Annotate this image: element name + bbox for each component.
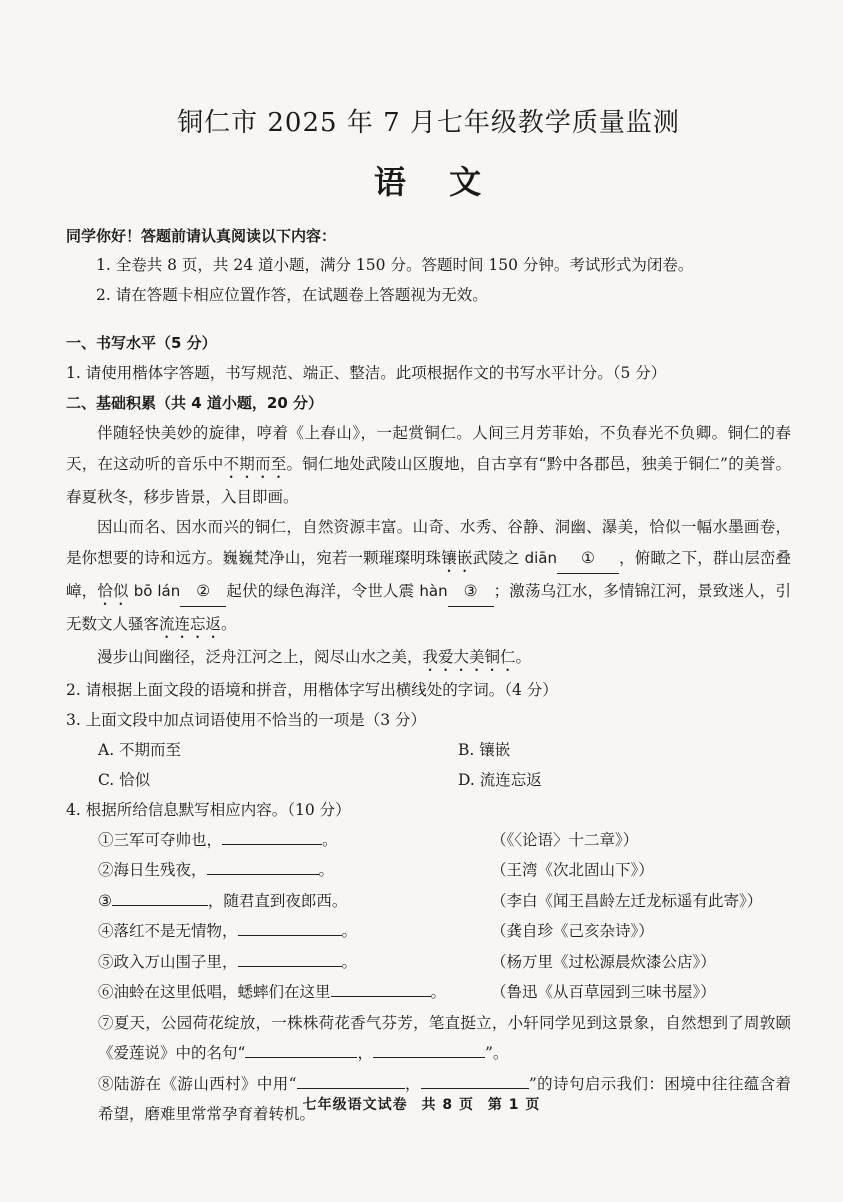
subject-char: 文 bbox=[449, 163, 484, 201]
recitation-item-8: ⑧陆游在《游山西村》中用“ ， ”的诗句启示我们：困境中往往蕴含着希望，磨难里常常孕育着转机。 bbox=[66, 1069, 791, 1130]
dotted-word: 不期而至 bbox=[223, 454, 287, 473]
pinyin: hàn bbox=[419, 581, 448, 600]
question-1: 1. 请使用楷体字答题，书写规范、端正、整洁。此项根据作文的书写水平计分。（5 分） bbox=[66, 364, 667, 382]
answer-blank bbox=[112, 889, 208, 906]
answer-blank bbox=[421, 1072, 529, 1089]
subject-char: 语 bbox=[373, 163, 408, 201]
answer-blank bbox=[245, 1041, 357, 1058]
dotted-word: 流连忘返 bbox=[159, 614, 222, 633]
answer-blank bbox=[207, 858, 319, 875]
pinyin: bō lán bbox=[133, 581, 181, 600]
poem-source: （《〈论语〉十二章》） bbox=[491, 830, 639, 849]
answer-blank bbox=[238, 919, 342, 936]
option-b: B. 镶嵌 bbox=[458, 740, 511, 759]
pinyin: diān bbox=[524, 548, 557, 567]
recitation-row: ⑤政入万山围子里， 。 （杨万里《过松源晨炊漆公店》） bbox=[66, 947, 791, 978]
section-1-heading: 一、书写水平（5 分） bbox=[66, 334, 217, 352]
footer-total-pages: 共 8 页 bbox=[421, 1097, 474, 1113]
passage-paragraph-2: 因山而名、因水而兴的铜仁，自然资源丰富。山奇、水秀、谷静、洞幽、瀑美，恰似一幅水墨画卷，是你想要的诗和远方。巍巍梵净山，宛若一颗璀璨明珠镶嵌武陵之 diān ① ，俯瞰之下，群山层峦叠嶂，恰似 bō lán ② 起伏的绿色海洋，令世人震 hàn ③ ；激荡乌江水，多情锦江河，景致迷人，引无数文人骚客流连忘返。 bbox=[66, 518, 791, 633]
passage-paragraph-3: 漫步山间幽径，泛舟江河之上，阅尽山水之美，我爱大美铜仁。 bbox=[97, 647, 532, 666]
option-c: C. 恰似 bbox=[98, 770, 151, 789]
option-a: A. 不期而至 bbox=[98, 740, 182, 759]
recitation-item-7: ⑦夏天，公园荷花绽放，一株株荷花香气芬芳，笔直挺立，小轩同学见到这景象，自然想到了周敦颐《爱莲说》中的名句“ ， ”。 bbox=[98, 1013, 791, 1062]
option-d: D. 流连忘返 bbox=[458, 770, 542, 789]
subject-title bbox=[66, 157, 791, 203]
notice-heading: 同学你好！答题前请认真阅读以下内容： bbox=[66, 227, 337, 245]
question-2: 2. 请根据上面文段的语境和拼音，用楷体字写出横线处的字词。（4 分） bbox=[66, 680, 558, 699]
answer-blank-3: ③ bbox=[448, 576, 494, 608]
recitation-row: ④落红不是无情物， 。 （龚自珍《己亥杂诗》） bbox=[66, 916, 791, 947]
notice-item: 2. 请在答题卡相应位置作答，在试题卷上答题视为无效。 bbox=[96, 286, 488, 304]
poem-source: （龚自珍《己亥杂诗》） bbox=[491, 922, 654, 940]
passage-paragraph-1: 伴随轻快美妙的旋律，哼着《上春山》，一起赏铜仁。人间三月芳菲始，不负春光不负卿。铜仁的春天，在这动听的音乐中不期而至。铜仁地处武陵山区腹地，自古享有“黔中各郡邑，独美于铜仁”的美誉。春夏秋冬，移步皆景，入目即画。 bbox=[66, 424, 791, 506]
recitation-row: ①三军可夺帅也， 。 （《〈论语〉十二章》） bbox=[66, 825, 791, 856]
exam-title: 铜仁市 2025 年 7 月七年级教学质量监测 bbox=[177, 108, 680, 138]
notice-item: 1. 全卷共 8 页，共 24 道小题，满分 150 分。答题时间 150 分钟。考试形式为闭卷。 bbox=[96, 256, 694, 274]
answer-blank bbox=[297, 1072, 405, 1089]
answer-blank-1: ① bbox=[557, 543, 619, 575]
dotted-word: 恰似 bbox=[97, 581, 129, 600]
dotted-word: 我爱大美铜仁 bbox=[422, 647, 516, 666]
recitation-row: ⑥油蛉在这里低唱，蟋蟀们在这里 。 （鲁迅《从百草园到三味书屋》） bbox=[66, 977, 791, 1008]
answer-blank bbox=[222, 828, 322, 845]
answer-blank bbox=[331, 980, 431, 997]
poem-source: （王湾《次北固山下》） bbox=[491, 861, 654, 879]
recitation-row: ③ ，随君直到夜郎西。 （李白《闻王昌龄左迁龙标遥有此寄》） bbox=[66, 886, 791, 917]
answer-blank-2: ② bbox=[180, 576, 226, 608]
dotted-word: 镶嵌 bbox=[441, 548, 473, 567]
answer-blank bbox=[373, 1041, 485, 1058]
section-2-heading: 二、基础积累（共 4 道小题，20 分） bbox=[66, 394, 323, 412]
poem-source: （鲁迅《从百草园到三味书屋》） bbox=[491, 983, 716, 1001]
footer-exam-name: 七年级语文试卷 bbox=[302, 1097, 408, 1113]
question-3-options bbox=[66, 735, 791, 795]
recitation-row: ②海日生残夜， 。 （王湾《次北固山下》） bbox=[66, 855, 791, 886]
question-3: 3. 上面文段中加点词语使用不恰当的一项是（3 分） bbox=[66, 710, 427, 729]
poem-source: （杨万里《过松源晨炊漆公店》） bbox=[491, 952, 716, 971]
question-4: 4. 根据所给信息默写相应内容。（10 分） bbox=[66, 800, 351, 819]
answer-blank bbox=[238, 950, 342, 967]
poem-source: （李白《闻王昌龄左迁龙标遥有此寄》） bbox=[491, 891, 763, 910]
page-footer bbox=[0, 1094, 843, 1114]
footer-page-number: 第 1 页 bbox=[487, 1097, 541, 1113]
